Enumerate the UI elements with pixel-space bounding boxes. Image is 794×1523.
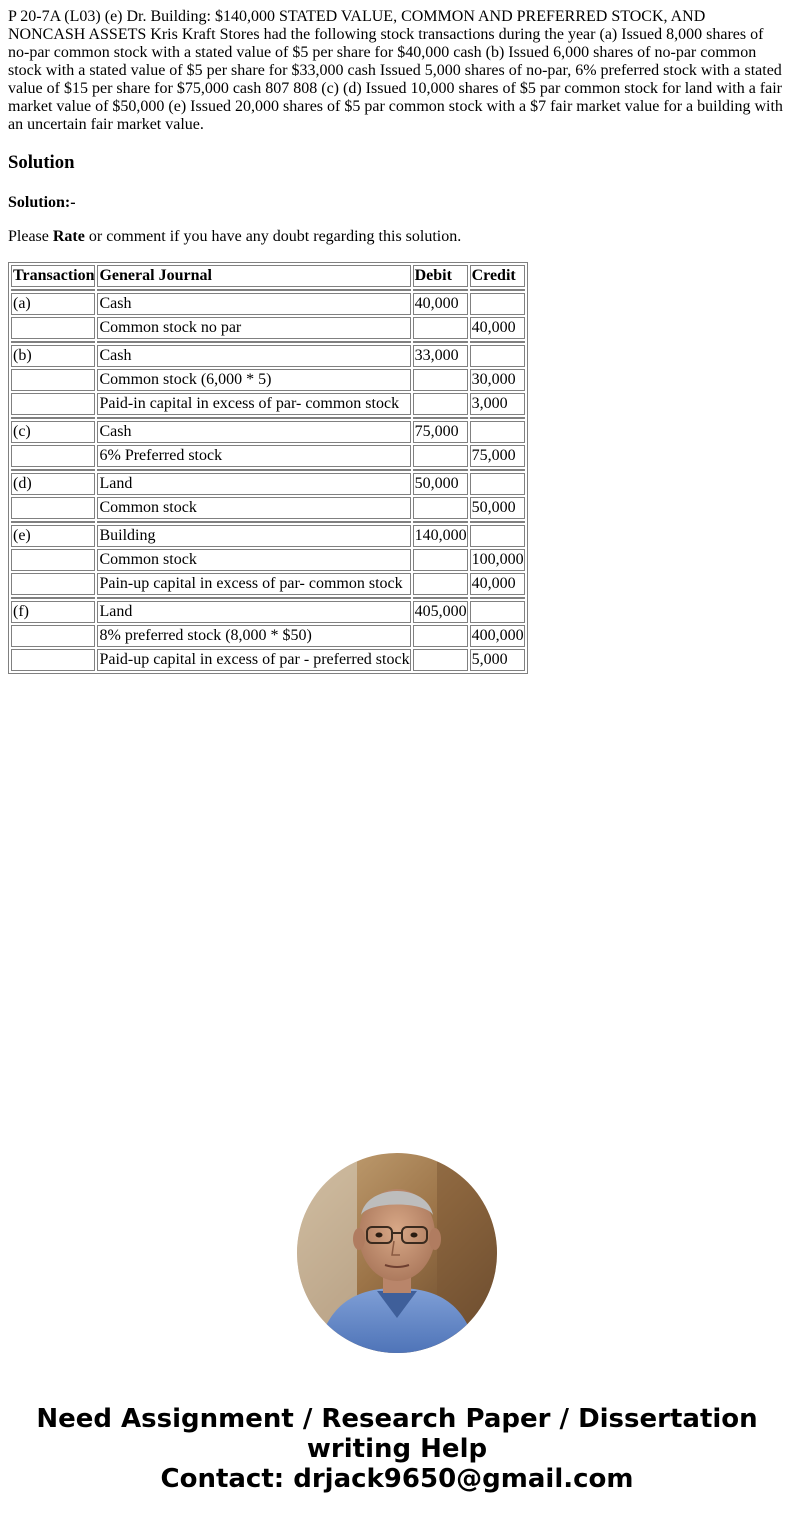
cell-credit: 50,000 [470,497,525,519]
cell-credit [470,601,525,623]
cell-credit [470,421,525,443]
cell-account: Cash [97,293,410,315]
cell-debit: 40,000 [413,293,468,315]
cell-debit [413,497,468,519]
cell-credit [470,525,525,547]
cell-transaction: (f) [11,601,95,623]
cell-transaction [11,549,95,571]
cell-transaction [11,369,95,391]
page-content [8,8,786,674]
cell-transaction: (b) [11,345,95,367]
cell-transaction: (d) [11,473,95,495]
cell-debit [413,317,468,339]
table-row [11,345,525,367]
rate-note-prefix: Please [8,228,53,245]
promo-line-2: writing Help [306,1434,488,1464]
cell-debit [413,393,468,415]
rate-note-bold: Rate [52,228,85,245]
table-separator [11,469,525,471]
table-row [11,649,525,671]
table-separator [11,521,525,523]
cell-transaction: (a) [11,293,95,315]
cell-transaction [11,317,95,339]
table-row [11,497,525,519]
header-transaction: Transaction [11,265,95,287]
solution-subheading: Solution:- [8,194,76,211]
avatar-portrait [297,1153,497,1353]
table-separator [11,289,525,291]
cell-credit: 30,000 [470,369,525,391]
cell-account: Land [97,473,410,495]
table-row [11,473,525,495]
table-separator [11,417,525,419]
cell-account: Common stock no par [97,317,410,339]
table-header-row [11,265,525,287]
cell-transaction [11,497,95,519]
cell-debit [413,649,468,671]
cell-transaction [11,573,95,595]
table-separator [11,341,525,343]
cell-credit: 100,000 [470,549,525,571]
cell-account: 6% Preferred stock [97,445,410,467]
table-row [11,421,525,443]
cell-credit: 40,000 [470,573,525,595]
cell-debit [413,369,468,391]
cell-transaction [11,393,95,415]
cell-credit: 3,000 [470,393,525,415]
author-avatar [297,1153,497,1353]
table-row [11,601,525,623]
table-row [11,525,525,547]
promo-line-1: Need Assignment / Research Paper / Dissertation [36,1404,758,1434]
cell-credit [470,345,525,367]
table-row [11,393,525,415]
cell-transaction [11,625,95,647]
cell-transaction [11,445,95,467]
rate-note [8,228,786,246]
cell-debit: 75,000 [413,421,468,443]
table-row [11,625,525,647]
solution-heading: Solution [8,152,75,173]
cell-account: Building [97,525,410,547]
cell-transaction: (e) [11,525,95,547]
cell-credit [470,473,525,495]
cell-credit: 75,000 [470,445,525,467]
promo-footer [0,1404,794,1494]
cell-credit: 5,000 [470,649,525,671]
cell-debit: 50,000 [413,473,468,495]
cell-account: Cash [97,345,410,367]
header-credit: Credit [470,265,525,287]
cell-debit [413,625,468,647]
table-row [11,549,525,571]
cell-transaction: (c) [11,421,95,443]
cell-debit [413,445,468,467]
cell-credit: 40,000 [470,317,525,339]
cell-debit: 33,000 [413,345,468,367]
cell-transaction [11,649,95,671]
cell-account: Pain-up capital in excess of par- common stock [97,573,410,595]
cell-account: Common stock (6,000 * 5) [97,369,410,391]
table-separator [11,597,525,599]
cell-credit [470,293,525,315]
cell-account: Paid-up capital in excess of par - preferred stock [97,649,410,671]
cell-account: Common stock [97,497,410,519]
cell-account: Cash [97,421,410,443]
table-row [11,573,525,595]
cell-debit [413,549,468,571]
question-text: P 20-7A (L03) (e) Dr. Building: $140,000 STATED VALUE, COMMON AND PREFERRED STOCK, AND NONCASH ASSETS Kris Kraft Stores had the following stock transactions during the year (a) Issued 8,000 shares of no-par common stock with a stated value of $5 per share for $40,000 cash (b) Issued 6,000 shares of no-par common stock with a stated value of $5 per share for $33,000 cash Issued 5,000 shares of no-par, 6% preferred stock with a stated value of $15 per share for $75,000 cash 807 808 (c) (d) Issued 10,000 shares of $5 par common stock for land with a fair market value of $50,000 (e) Issued 20,000 shares of $5 par common stock with a $7 fair market value for a building with an uncertain fair market value. [8,8,783,133]
cell-account: Paid-in capital in excess of par- common stock [97,393,410,415]
journal-table [8,262,528,674]
cell-account: Common stock [97,549,410,571]
cell-credit: 400,000 [470,625,525,647]
promo-contact: Contact: drjack9650@gmail.com [160,1464,634,1494]
header-debit: Debit [413,265,468,287]
cell-debit: 140,000 [413,525,468,547]
table-row [11,369,525,391]
table-row [11,317,525,339]
rate-note-suffix: or comment if you have any doubt regarding this solution. [84,228,462,245]
header-general-journal: General Journal [97,265,410,287]
cell-account: Land [97,601,410,623]
cell-debit: 405,000 [413,601,468,623]
table-row [11,445,525,467]
table-row [11,293,525,315]
cell-debit [413,573,468,595]
cell-account: 8% preferred stock (8,000 * $50) [97,625,410,647]
